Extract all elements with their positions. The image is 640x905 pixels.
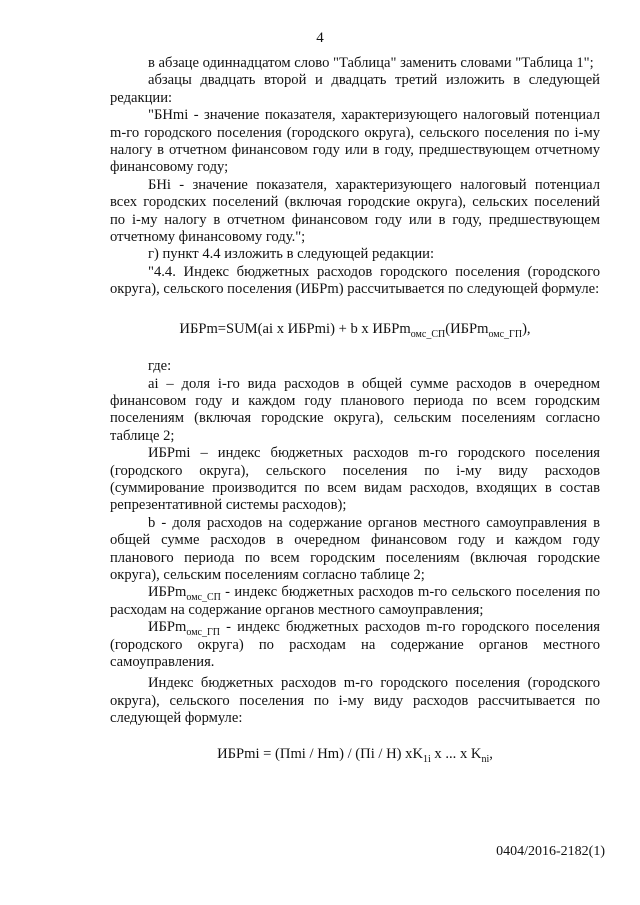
document-body: [110, 55, 600, 763]
paragraph: "БНmi - значение показателя, характеризующего налоговый потенциал m-го городского поселения (городского округа), сельского поселения по i-му налогу в отчетном финансовом году или в году, предшествующем отчетному финансовому году;: [110, 107, 600, 176]
formula-subscript: 1i: [423, 753, 431, 765]
formula-text: ,: [489, 745, 493, 762]
paragraph: "4.4. Индекс бюджетных расходов городского поселения (городского округа), сельского поселения (ИБРm) рассчитывается по следующей формуле:: [110, 263, 600, 298]
formula-subscript: ni: [481, 753, 490, 765]
formula-text: ИБРmi = (Пmi / Hm) / (Пi / H) xK: [217, 745, 423, 762]
definition-ibrm-omc-sp: [110, 584, 600, 619]
formula-subscript: омс_СП: [410, 328, 446, 340]
formula-ibrm: [110, 321, 600, 338]
definition-text: - индекс бюджетных расходов m-го городского поселения (городского округа) по расходам на содержание органов местного самоуправления.: [110, 619, 600, 670]
term: ИБРm: [148, 584, 187, 601]
document-code: 0404/2016-2182(1): [496, 844, 605, 859]
term: ИБРm: [148, 619, 187, 636]
formula-ibrmi: [110, 746, 600, 763]
formula-text: ),: [522, 320, 531, 337]
paragraph: абзацы двадцать второй и двадцать третий изложить в следующей редакции:: [110, 72, 600, 106]
definition-ai: ai – доля i-го вида расходов в общей сумме расходов в очередном финансовом году и каждом году планового периода по всем городским поселениям (включая городские округа), сельским поселениям согласно таблице 2;: [110, 375, 600, 444]
definition-ibrmi: ИБРmi – индекс бюджетных расходов m-го городского поселения (городского округа), сельского поселения по i-му виду расходов (суммирование производится по всем видам расходов, входящих в состав репрезентативной системы расходов);: [110, 445, 600, 514]
page-number: 4: [316, 30, 324, 46]
definition-ibrm-omc-gp: [110, 619, 600, 671]
formula-text: (ИБРm: [445, 320, 489, 337]
paragraph: в абзаце одиннадцатом слово "Таблица" заменить словами "Таблица 1";: [148, 55, 594, 71]
definition-text: - индекс бюджетных расходов m-го сельского поселения по расходам на содержание органов местного самоуправления;: [110, 584, 600, 618]
formula-subscript: омс_ГП: [488, 328, 523, 340]
term-subscript: омс_ГП: [186, 627, 220, 639]
paragraph: БНi - значение показателя, характеризующего налоговый потенциал всех городских поселений (включая городские округа), сельских поселений по i-му налогу в отчетном финансовом году или в году, предшествующем отчетному финансовому году.";: [110, 176, 600, 246]
formula-text: x ... x K: [430, 745, 482, 762]
definition-b: b - доля расходов на содержание органов местного самоуправления в общей сумме расходов в очередном финансовом году и каждом году планового периода по всем городским поселениям (включая городские округа), сельским поселениям согласно таблице 2;: [110, 514, 600, 583]
index-intro: Индекс бюджетных расходов m-го городского поселения (городского округа), сельского поселения по i-му виду расходов рассчитывается по следующей формуле:: [110, 675, 600, 727]
where-label: где:: [148, 358, 172, 375]
term-subscript: омс_СП: [186, 592, 221, 604]
paragraph: г) пункт 4.4 изложить в следующей редакции:: [148, 246, 435, 263]
formula-text: ИБРm=SUM(ai x ИБРmi) + b x ИБРm: [179, 320, 411, 337]
